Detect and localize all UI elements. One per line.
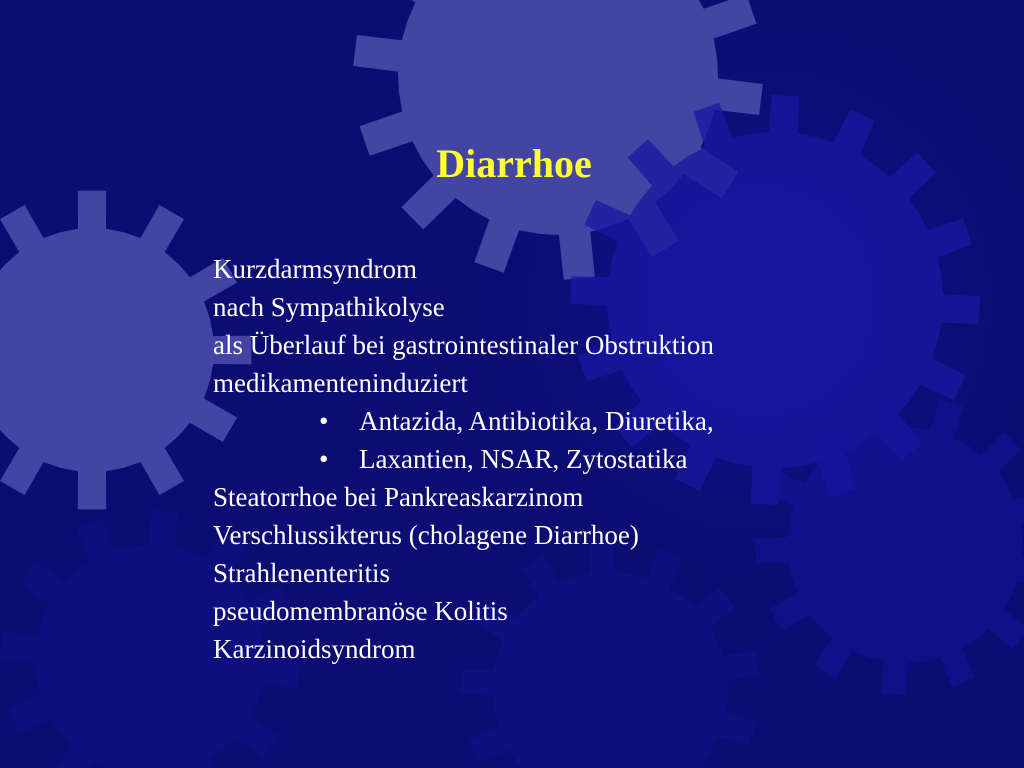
list-item [213, 250, 714, 288]
bullet-item [213, 402, 714, 440]
list-item [213, 478, 714, 516]
list-item [213, 326, 714, 364]
item-text: Laxantien, NSAR, Zytostatika [359, 444, 688, 474]
item-text: pseudomembranöse Kolitis [213, 596, 508, 626]
item-text: Verschlussikterus (cholagene Diarrhoe) [213, 520, 639, 550]
item-text: Karzinoidsyndrom [213, 634, 416, 664]
item-text: als Überlauf bei gastrointestinaler Obstruktion [213, 330, 714, 360]
list-item [213, 592, 714, 630]
item-text: Antazida, Antibiotika, Diuretika, [359, 406, 714, 436]
list-item [213, 516, 714, 554]
bullet-icon: • [319, 444, 329, 474]
item-text: medikamenteninduziert [213, 368, 468, 398]
list-item [213, 554, 714, 592]
item-text: Steatorrhoe bei Pankreaskarzinom [213, 482, 584, 512]
item-text: Kurzdarmsyndrom [213, 254, 417, 284]
list-item [213, 288, 714, 326]
list-item [213, 630, 714, 668]
content-list [213, 250, 714, 668]
list-item [213, 364, 714, 402]
bullet-item [213, 440, 714, 478]
item-text: nach Sympathikolyse [213, 292, 445, 322]
slide-title: Diarrhoe [436, 141, 592, 186]
bullet-icon: • [319, 406, 329, 436]
item-text: Strahlenenteritis [213, 558, 390, 588]
